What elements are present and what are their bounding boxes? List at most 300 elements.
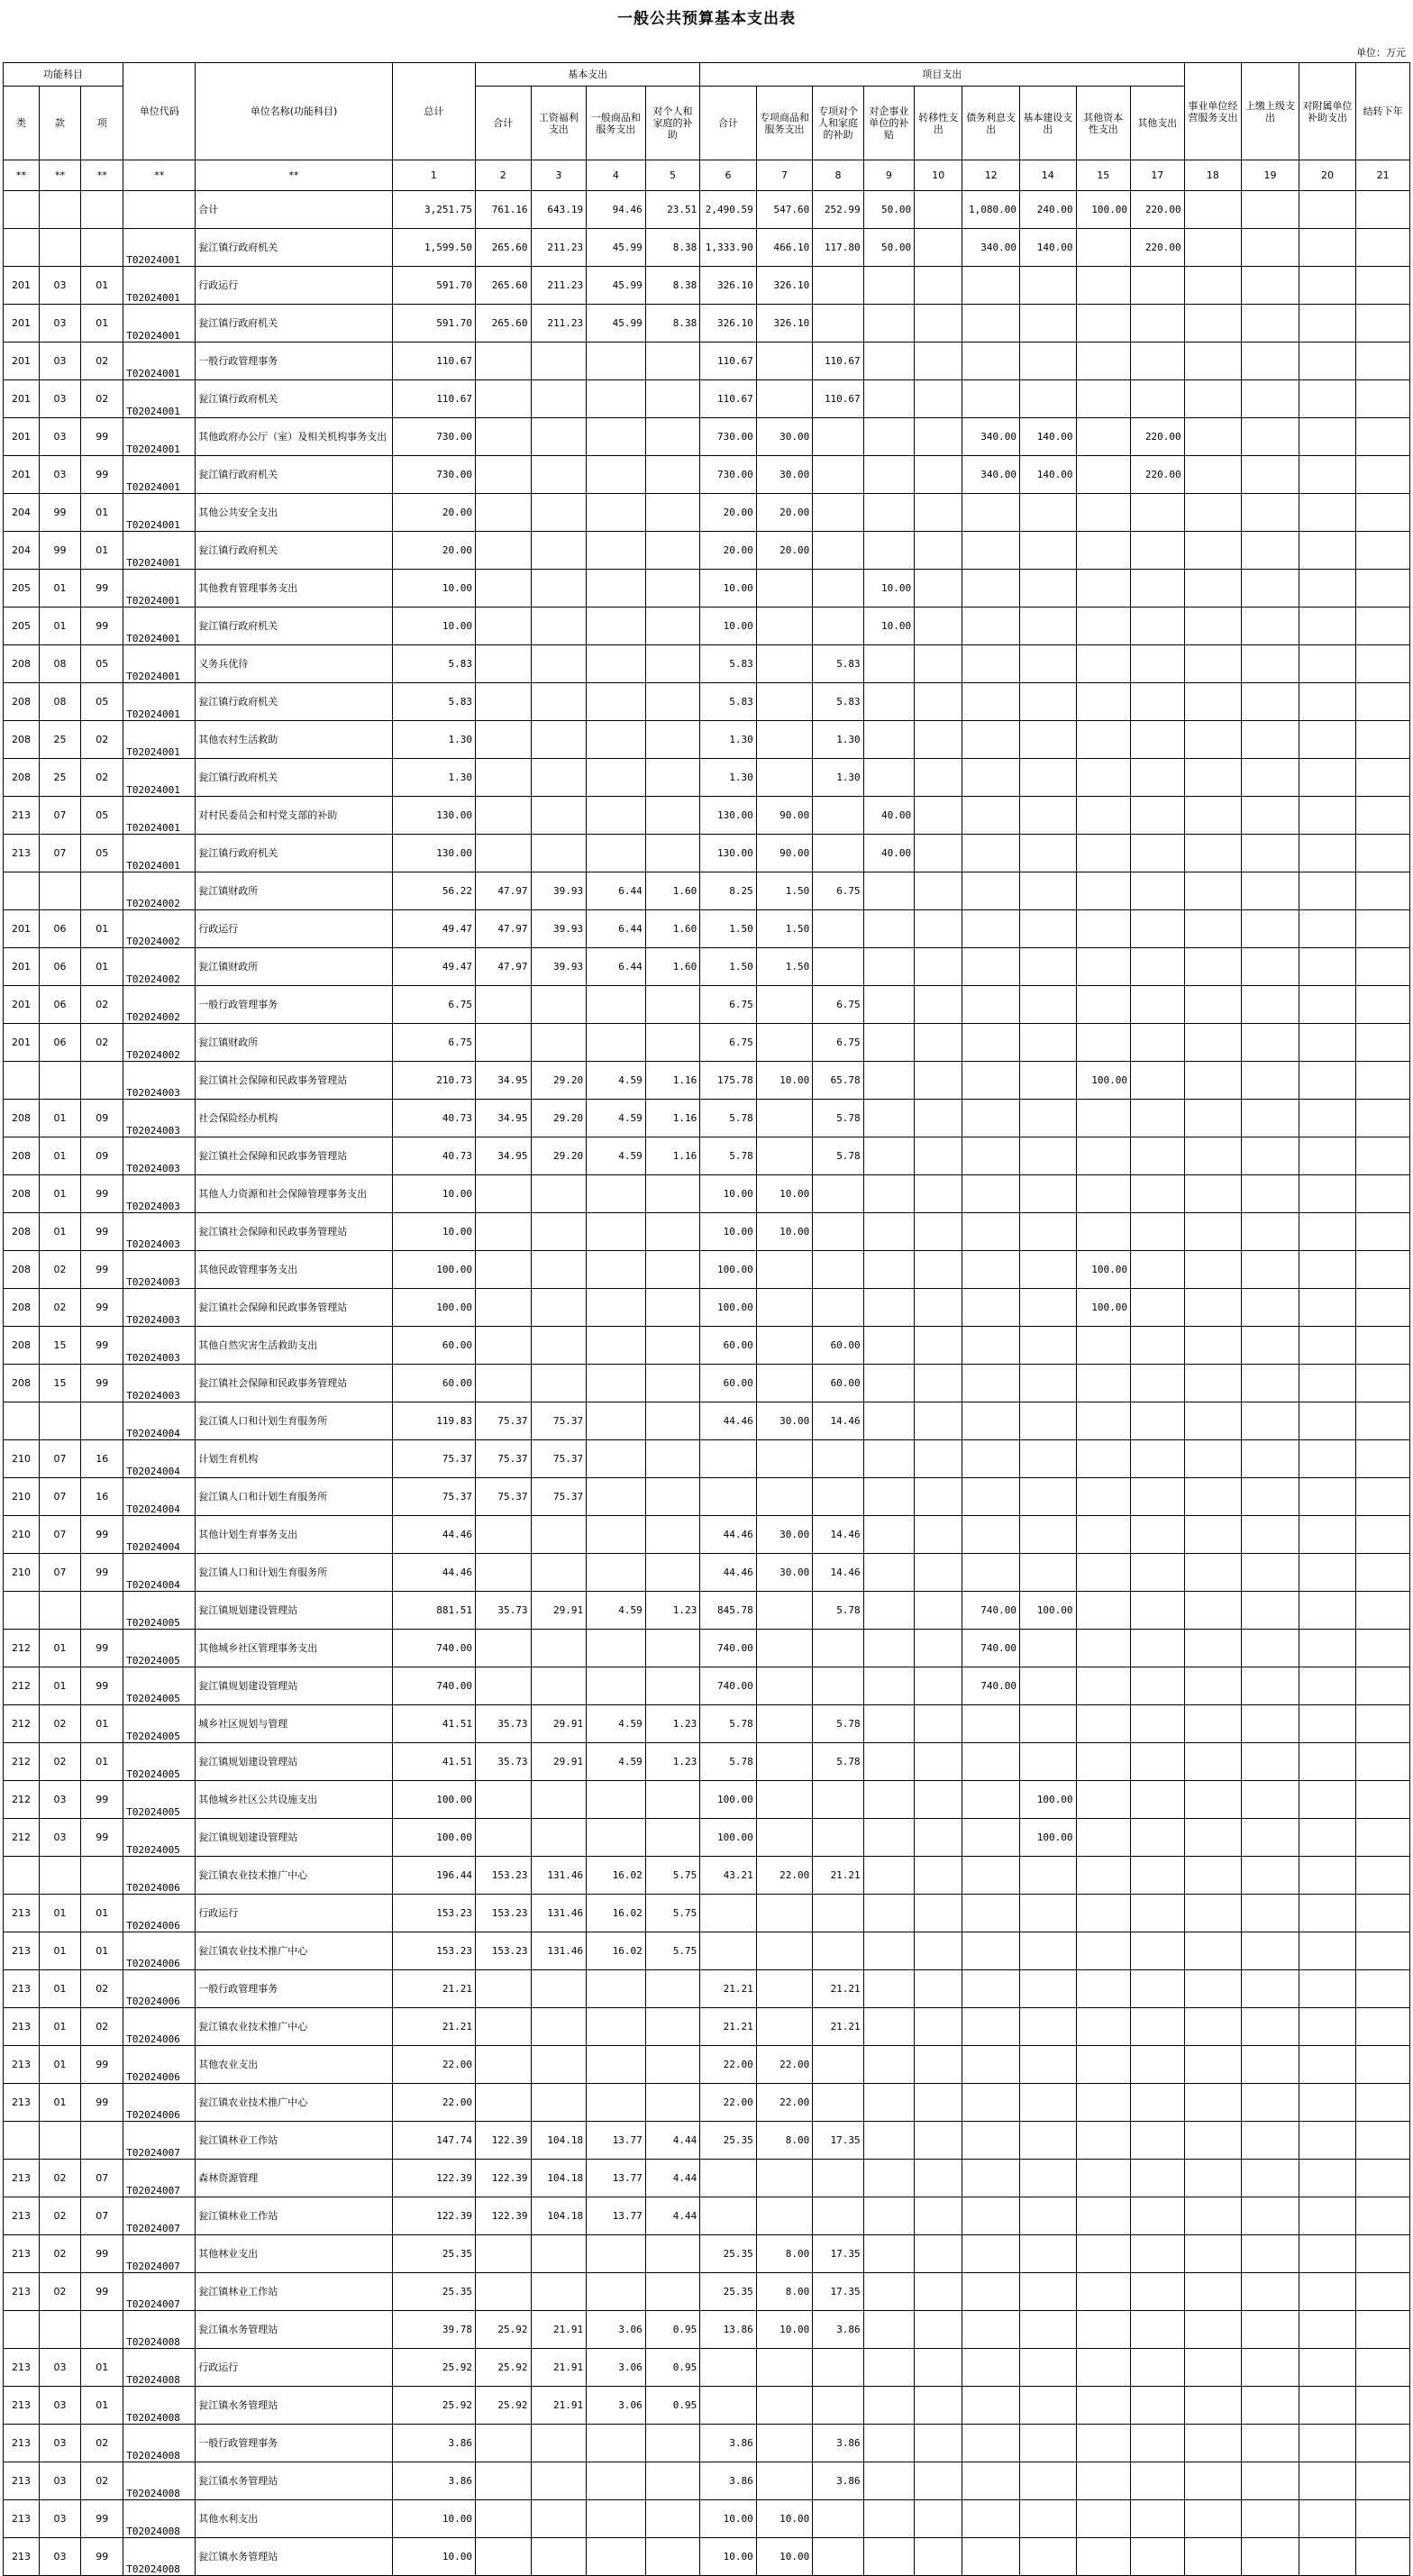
cell-unit-code: T02024008 [123, 2538, 196, 2576]
cell-lei: 210 [4, 1440, 40, 1478]
cell-lei: 212 [4, 1819, 40, 1857]
cell-value [962, 1213, 1020, 1251]
cell-value: 90.00 [756, 835, 813, 872]
cell-value: 75.37 [476, 1402, 532, 1440]
cell-value [915, 1516, 962, 1554]
cell-value: 75.37 [531, 1440, 587, 1478]
cell-unit-name: 其他公共安全支出 [196, 494, 392, 532]
cell-value [1131, 2349, 1185, 2387]
cell-value [756, 1365, 813, 1402]
cell-value [863, 2425, 914, 2462]
cell-value [1131, 1592, 1185, 1630]
cell-value [756, 759, 813, 797]
cell-value [1299, 2462, 1356, 2500]
cell-value [1299, 872, 1356, 910]
cell-value [813, 267, 863, 305]
cell-value [915, 797, 962, 835]
cell-value [813, 1630, 863, 1667]
cell-value: 131.46 [531, 1895, 587, 1932]
cell-value [756, 1478, 813, 1516]
cell-value: 60.00 [700, 1365, 757, 1402]
cell-value [1131, 1857, 1185, 1895]
cell-value [1242, 380, 1299, 418]
cell-kuan: 07 [39, 1516, 80, 1554]
cell-value: 14.46 [813, 1516, 863, 1554]
cell-unit-code: T02024001 [123, 683, 196, 721]
cell-value [1299, 1137, 1356, 1175]
cell-unit-code: T02024006 [123, 1932, 196, 1970]
cell-value [1356, 2197, 1410, 2235]
cell-value [756, 2008, 813, 2046]
cell-lei: 208 [4, 1100, 40, 1137]
cell-value [1242, 986, 1299, 1024]
cell-value [645, 1175, 700, 1213]
cell-value: 196.44 [392, 1857, 475, 1895]
cell-value [1184, 1213, 1242, 1251]
cell-value [1131, 1251, 1185, 1289]
cell-kuan [39, 1857, 80, 1895]
cell-value [962, 2311, 1020, 2349]
cell-value [645, 683, 700, 721]
cell-value [1076, 1554, 1131, 1592]
cell-value [962, 1062, 1020, 1100]
cell-value [476, 721, 532, 759]
cell-value [531, 721, 587, 759]
cell-value: 119.83 [392, 1402, 475, 1440]
cell-value [1184, 456, 1242, 494]
cell-value [962, 1402, 1020, 1440]
cell-xiang [81, 1592, 123, 1630]
cell-value: 153.23 [392, 1895, 475, 1932]
cell-value: 44.46 [700, 1516, 757, 1554]
cell-unit-name: 瓮江镇社会保障和民政事务管理站 [196, 1137, 392, 1175]
cell-value [587, 721, 646, 759]
cell-value [863, 1062, 914, 1100]
table-row [4, 532, 1410, 570]
cell-value [915, 759, 962, 797]
cell-value [1299, 759, 1356, 797]
cell-unit-name: 瓮江镇水务管理站 [196, 2387, 392, 2425]
cell-unit-name: 其他教育管理事务支出 [196, 570, 392, 607]
table-row [4, 1440, 1410, 1478]
cell-xiang: 99 [81, 1327, 123, 1365]
cell-value [587, 1251, 646, 1289]
cell-unit-name: 计划生育机构 [196, 1440, 392, 1478]
cell-value [645, 2462, 700, 2500]
cell-value: 10.00 [392, 1213, 475, 1251]
cell-value [531, 1289, 587, 1327]
cell-unit-code: T02024001 [123, 607, 196, 645]
cell-lei [4, 1402, 40, 1440]
cell-value [863, 986, 914, 1024]
cell-value [1356, 2235, 1410, 2273]
cell-value [1131, 1289, 1185, 1327]
cell-value: 643.19 [531, 191, 587, 229]
cell-unit-code: T02024008 [123, 2425, 196, 2462]
cell-value [1356, 2462, 1410, 2500]
cell-value [962, 532, 1020, 570]
cell-value [1131, 2387, 1185, 2425]
cell-value [645, 1667, 700, 1705]
header-col-number: 21 [1356, 160, 1410, 191]
cell-value [1184, 2160, 1242, 2197]
cell-value [1184, 1554, 1242, 1592]
cell-value [587, 380, 646, 418]
table-row [4, 1062, 1410, 1100]
cell-value [756, 1137, 813, 1175]
cell-value [1299, 380, 1356, 418]
header-project-col: 债务利息支出 [962, 87, 1020, 160]
cell-value [531, 1630, 587, 1667]
cell-value: 110.67 [392, 380, 475, 418]
cell-value: 6.75 [813, 986, 863, 1024]
cell-value [1242, 2387, 1299, 2425]
cell-value: 8.00 [756, 2273, 813, 2311]
cell-value: 740.00 [962, 1592, 1020, 1630]
cell-value [1242, 532, 1299, 570]
cell-value [1131, 305, 1185, 343]
cell-value: 5.78 [700, 1137, 757, 1175]
cell-value [476, 1365, 532, 1402]
cell-value [645, 1781, 700, 1819]
cell-value: 220.00 [1131, 418, 1185, 456]
cell-value [531, 570, 587, 607]
cell-value [962, 1781, 1020, 1819]
cell-value [645, 2084, 700, 2122]
cell-value [915, 1175, 962, 1213]
table-row [4, 1251, 1410, 1289]
cell-unit-name: 瓮江镇人口和计划生育服务所 [196, 1478, 392, 1516]
cell-value [476, 1516, 532, 1554]
table-row [4, 1857, 1410, 1895]
table-row [4, 343, 1410, 380]
header-basic-col: 工资福利支出 [531, 87, 587, 160]
cell-value [1076, 872, 1131, 910]
cell-value [1242, 570, 1299, 607]
cell-unit-name: 对村民委员会和村党支部的补助 [196, 797, 392, 835]
cell-value [915, 305, 962, 343]
cell-value [756, 986, 813, 1024]
cell-value [587, 2084, 646, 2122]
cell-value: 29.20 [531, 1100, 587, 1137]
cell-xiang [81, 2311, 123, 2349]
cell-unit-code: T02024002 [123, 948, 196, 986]
cell-value: 22.00 [700, 2046, 757, 2084]
cell-value: 60.00 [700, 1327, 757, 1365]
cell-value [1019, 1743, 1076, 1781]
cell-value [1131, 1137, 1185, 1175]
cell-value [863, 380, 914, 418]
cell-xiang: 01 [81, 910, 123, 948]
cell-value: 1.60 [645, 910, 700, 948]
table-row [4, 1213, 1410, 1251]
cell-value [1242, 2008, 1299, 2046]
cell-value: 4.59 [587, 1743, 646, 1781]
cell-value [1299, 1970, 1356, 2008]
cell-value [1299, 1857, 1356, 1895]
cell-unit-code: T02024007 [123, 2122, 196, 2160]
cell-value: 21.91 [531, 2349, 587, 2387]
cell-value: 41.51 [392, 1705, 475, 1743]
cell-value [1356, 1667, 1410, 1705]
cell-value [813, 1440, 863, 1478]
cell-value [1184, 1895, 1242, 1932]
cell-value: 21.21 [813, 1970, 863, 2008]
cell-kuan: 03 [39, 1819, 80, 1857]
cell-value [863, 1705, 914, 1743]
cell-value: 153.23 [476, 1895, 532, 1932]
cell-value [1356, 1478, 1410, 1516]
cell-xiang: 16 [81, 1478, 123, 1516]
cell-value [915, 1289, 962, 1327]
cell-value: 75.37 [392, 1440, 475, 1478]
cell-unit-code: T02024001 [123, 645, 196, 683]
cell-unit-name: 瓮江镇行政府机关 [196, 607, 392, 645]
cell-value: 1.50 [700, 948, 757, 986]
header-tail-col: 事业单位经营服务支出 [1184, 63, 1242, 160]
cell-value: 730.00 [392, 456, 475, 494]
cell-unit-code: T02024001 [123, 267, 196, 305]
cell-value: 45.99 [587, 305, 646, 343]
cell-unit-name: 瓮江镇财政所 [196, 872, 392, 910]
cell-lei: 201 [4, 986, 40, 1024]
cell-value [915, 380, 962, 418]
cell-value [1131, 2273, 1185, 2311]
cell-kuan: 07 [39, 1440, 80, 1478]
cell-value [756, 1932, 813, 1970]
cell-value: 5.78 [813, 1137, 863, 1175]
cell-value: 3.86 [813, 2311, 863, 2349]
cell-value [863, 1857, 914, 1895]
cell-value [1184, 229, 1242, 267]
cell-value [1076, 343, 1131, 380]
cell-kuan: 07 [39, 835, 80, 872]
cell-value [1356, 1024, 1410, 1062]
cell-value: 43.21 [700, 1857, 757, 1895]
cell-value [476, 2084, 532, 2122]
cell-value: 21.21 [700, 1970, 757, 2008]
cell-kuan: 08 [39, 645, 80, 683]
cell-value [476, 835, 532, 872]
cell-lei: 213 [4, 2273, 40, 2311]
cell-value [587, 2235, 646, 2273]
cell-value: 25.92 [476, 2311, 532, 2349]
cell-value [531, 645, 587, 683]
cell-value [587, 2462, 646, 2500]
table-row [4, 1895, 1410, 1932]
cell-unit-code: T02024003 [123, 1137, 196, 1175]
cell-value [863, 1592, 914, 1630]
cell-value [863, 2462, 914, 2500]
cell-value [1131, 797, 1185, 835]
cell-value [1242, 2273, 1299, 2311]
cell-value [1184, 2008, 1242, 2046]
cell-value [915, 1630, 962, 1667]
cell-value [1184, 2425, 1242, 2462]
cell-value [756, 2462, 813, 2500]
cell-unit-name: 其他城乡社区公共设施支出 [196, 1781, 392, 1819]
cell-value: 8.00 [756, 2235, 813, 2273]
table-row [4, 456, 1410, 494]
cell-value [863, 456, 914, 494]
cell-value [587, 1630, 646, 1667]
cell-value: 5.75 [645, 1857, 700, 1895]
cell-value [476, 1781, 532, 1819]
cell-value: 39.93 [531, 948, 587, 986]
cell-value: 25.92 [476, 2349, 532, 2387]
cell-unit-code: T02024004 [123, 1478, 196, 1516]
cell-value [1019, 872, 1076, 910]
cell-lei: 213 [4, 2008, 40, 2046]
cell-value [1184, 1630, 1242, 1667]
cell-value [1184, 1592, 1242, 1630]
cell-value [476, 418, 532, 456]
cell-xiang: 02 [81, 1024, 123, 1062]
cell-value: 6.75 [813, 1024, 863, 1062]
cell-value [587, 2046, 646, 2084]
cell-lei: 204 [4, 532, 40, 570]
cell-value: 25.35 [700, 2235, 757, 2273]
cell-lei: 208 [4, 683, 40, 721]
cell-value [962, 1137, 1020, 1175]
header-star: ** [81, 160, 123, 191]
cell-value [1356, 2349, 1410, 2387]
cell-value [1242, 2500, 1299, 2538]
cell-value [1356, 872, 1410, 910]
cell-value: 210.73 [392, 1062, 475, 1100]
cell-value: 5.83 [700, 683, 757, 721]
cell-value: 4.59 [587, 1100, 646, 1137]
cell-value [1299, 2387, 1356, 2425]
cell-value [813, 2160, 863, 2197]
cell-value: 110.67 [700, 343, 757, 380]
header-col-number: 1 [392, 160, 475, 191]
cell-value [1019, 2160, 1076, 2197]
cell-value [1019, 1251, 1076, 1289]
cell-unit-name: 社会保险经办机构 [196, 1100, 392, 1137]
cell-value [1019, 2349, 1076, 2387]
cell-lei: 201 [4, 948, 40, 986]
cell-value [1299, 1327, 1356, 1365]
cell-value [863, 2122, 914, 2160]
cell-value: 104.18 [531, 2197, 587, 2235]
cell-value: 30.00 [756, 1402, 813, 1440]
cell-value [1356, 229, 1410, 267]
cell-value: 25.35 [700, 2273, 757, 2311]
cell-value [1131, 532, 1185, 570]
cell-value [1242, 191, 1299, 229]
cell-value: 761.16 [476, 191, 532, 229]
table-row [4, 1592, 1410, 1630]
cell-lei: 213 [4, 2084, 40, 2122]
cell-value [1019, 1137, 1076, 1175]
cell-value [587, 1213, 646, 1251]
cell-unit-code: T02024007 [123, 2273, 196, 2311]
cell-value [587, 759, 646, 797]
cell-value [756, 1781, 813, 1819]
cell-value [645, 607, 700, 645]
table-row [4, 2084, 1410, 2122]
cell-value [915, 2122, 962, 2160]
cell-value [1299, 607, 1356, 645]
cell-value [1242, 645, 1299, 683]
cell-value [756, 1667, 813, 1705]
cell-value [756, 1895, 813, 1932]
cell-lei: 213 [4, 835, 40, 872]
cell-value: 740.00 [392, 1667, 475, 1705]
cell-value [1019, 607, 1076, 645]
cell-value [1242, 1175, 1299, 1213]
cell-lei: 212 [4, 1630, 40, 1667]
cell-kuan: 03 [39, 343, 80, 380]
cell-value: 117.80 [813, 229, 863, 267]
cell-value: 20.00 [700, 532, 757, 570]
cell-value: 547.60 [756, 191, 813, 229]
cell-value: 1.16 [645, 1062, 700, 1100]
cell-value [1076, 1365, 1131, 1402]
cell-value [531, 1327, 587, 1365]
cell-value [1184, 191, 1242, 229]
cell-value [1356, 1592, 1410, 1630]
cell-value [863, 2273, 914, 2311]
cell-value: 50.00 [863, 229, 914, 267]
cell-value: 10.00 [756, 2538, 813, 2576]
cell-value [1184, 1440, 1242, 1478]
cell-value [756, 1743, 813, 1781]
cell-value [1356, 1932, 1410, 1970]
cell-kuan: 02 [39, 2160, 80, 2197]
cell-value [1299, 1440, 1356, 1478]
cell-value: 41.51 [392, 1743, 475, 1781]
cell-value [1184, 2311, 1242, 2349]
cell-value [1076, 2311, 1131, 2349]
cell-value: 1.50 [700, 910, 757, 948]
cell-value: 22.00 [392, 2084, 475, 2122]
cell-value [587, 2500, 646, 2538]
cell-kuan: 02 [39, 2235, 80, 2273]
cell-unit-code: T02024007 [123, 2235, 196, 2273]
cell-value: 100.00 [700, 1781, 757, 1819]
cell-unit-code: T02024002 [123, 1024, 196, 1062]
cell-value [645, 1289, 700, 1327]
cell-value: 100.00 [392, 1781, 475, 1819]
cell-unit-name: 行政运行 [196, 267, 392, 305]
cell-kuan: 06 [39, 1024, 80, 1062]
cell-value [1356, 2311, 1410, 2349]
cell-value: 16.02 [587, 1932, 646, 1970]
cell-value [915, 1251, 962, 1289]
table-row [4, 1554, 1410, 1592]
cell-value [756, 570, 813, 607]
cell-value: 60.00 [813, 1327, 863, 1365]
cell-value [863, 1781, 914, 1819]
cell-lei: 208 [4, 759, 40, 797]
cell-unit-code: T02024006 [123, 2008, 196, 2046]
cell-value [1184, 305, 1242, 343]
cell-value [863, 721, 914, 759]
cell-lei: 213 [4, 2462, 40, 2500]
cell-value [587, 607, 646, 645]
cell-value: 122.39 [392, 2197, 475, 2235]
cell-unit-code: T02024004 [123, 1554, 196, 1592]
cell-value [962, 1024, 1020, 1062]
cell-value: 6.44 [587, 910, 646, 948]
cell-value [1131, 1895, 1185, 1932]
cell-value [531, 2538, 587, 2576]
cell-lei [4, 1592, 40, 1630]
cell-value [863, 2349, 914, 2387]
cell-value [1242, 1062, 1299, 1100]
